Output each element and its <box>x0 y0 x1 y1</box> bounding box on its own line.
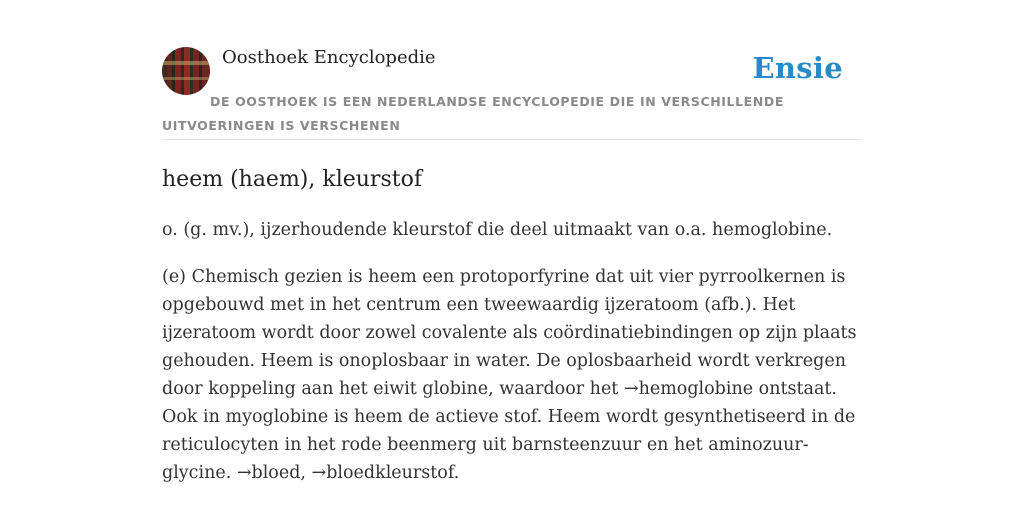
link-separator: , <box>300 463 312 483</box>
body-text-part-2: ontstaat. Ook in myoglobine is heem de actieve stof. Heem wordt gesynthetiseerd in de reticulocyten in het rode beenmerg uit barnsteenzuur en het aminozuur-glycine. <box>162 379 856 483</box>
body-text-part-1: (e) Chemisch gezien is heem een protoporfyrine dat uit vier pyrroolkernen is opgebouwd met in het centrum een tweewaardig ijzeratoom (afb.). Het ijzeratoom wordt door zowel covalente als coördinatiebindingen op zijn plaats gehouden. Heem is onoplosbaar in water. De oplosbaarheid wordt verkregen door koppeling aan het eiwit globine, waardoor het <box>162 267 857 399</box>
link-bloed[interactable]: →bloed <box>236 463 301 483</box>
entry-body <box>162 263 864 487</box>
site-tagline: DE OOSTHOEK IS EEN NEDERLANDSE ENCYCLOPEDIE DIE IN VERSCHILLENDE UITVOERINGEN IS VERSCHENEN <box>162 94 784 133</box>
brand-logo[interactable]: Ensie <box>752 51 843 85</box>
body-end: . <box>453 463 460 483</box>
encyclopedia-avatar-icon[interactable] <box>162 47 210 95</box>
site-header <box>162 44 862 140</box>
link-hemoglobine[interactable]: →hemoglobine <box>623 379 754 399</box>
entry-card <box>162 44 862 487</box>
entry-definition: o. (g. mv.), ijzerhoudende kleurstof die deel uitmaakt van o.a. hemoglobine. <box>162 220 833 240</box>
entry-title: heem (haem), kleurstof <box>162 167 422 192</box>
site-title[interactable]: Oosthoek Encyclopedie <box>222 47 436 68</box>
link-bloedkleurstof[interactable]: →bloedkleurstof <box>311 463 454 483</box>
